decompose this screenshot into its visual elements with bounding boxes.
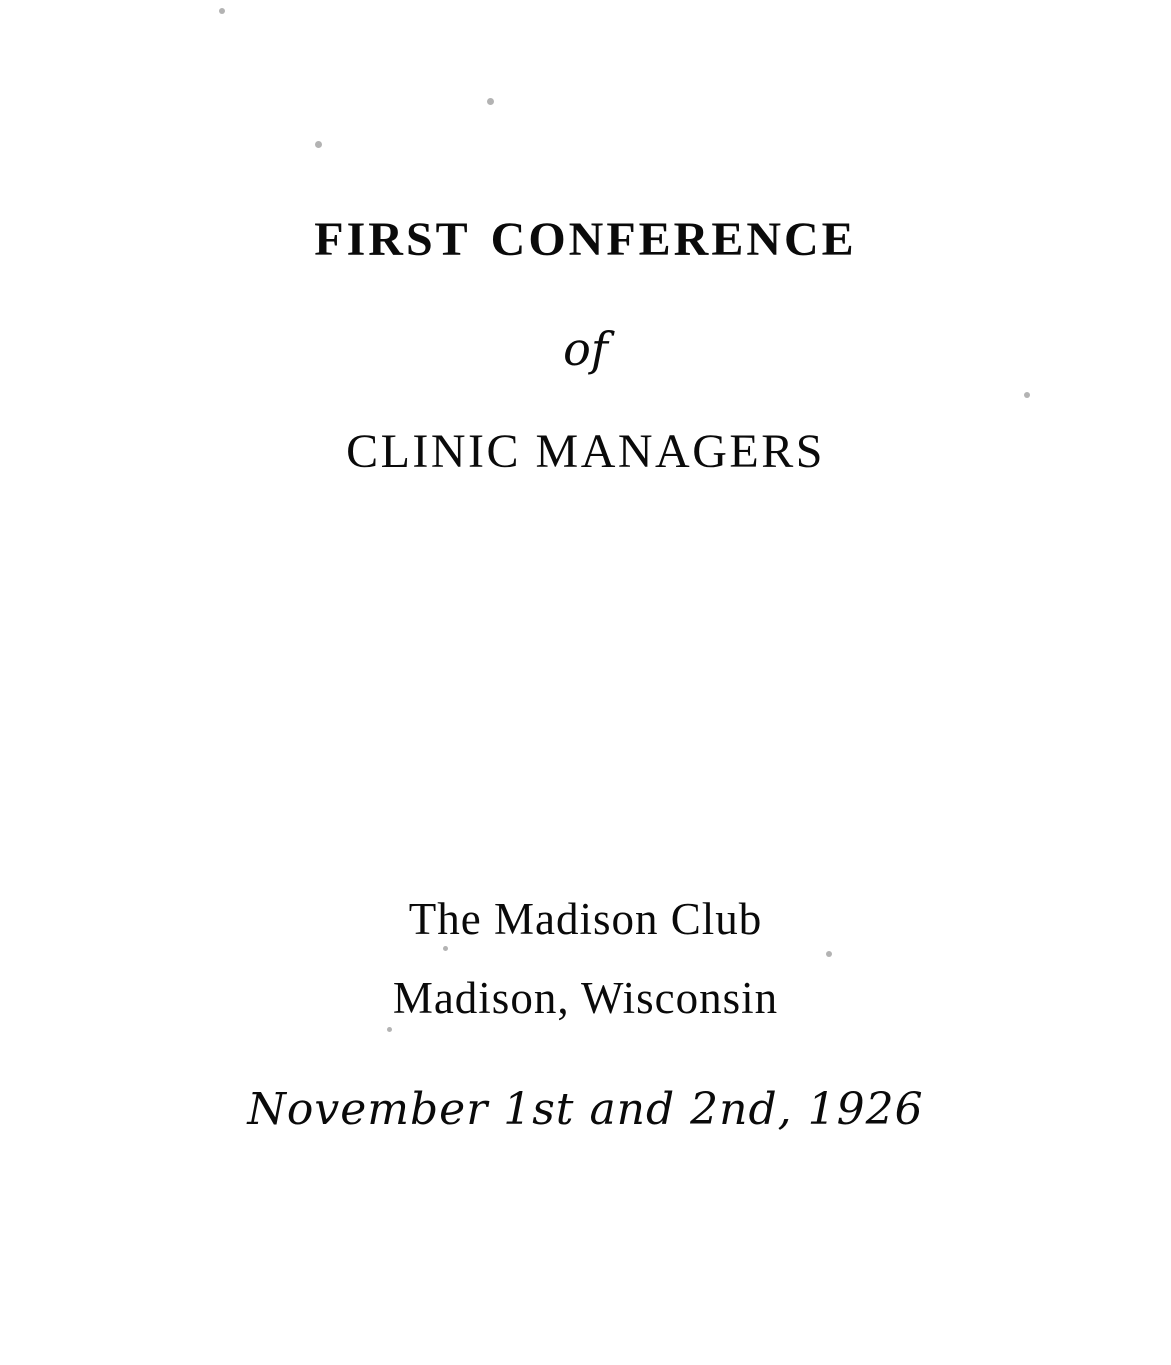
venue-city: Madison, Wisconsin — [392, 972, 779, 1023]
document-title: first conference — [314, 194, 857, 270]
scan-speck — [487, 98, 494, 105]
venue-name: The Madison Club — [408, 894, 763, 944]
title-connector: of — [563, 322, 608, 377]
document-subtitle: CLINIC MANAGERS — [346, 425, 825, 479]
venue-block — [0, 880, 1171, 1135]
scan-speck — [315, 141, 322, 148]
scan-speck — [219, 8, 225, 14]
conference-date: November 1st and 2nd, 1926 — [247, 1083, 924, 1135]
title-block — [0, 196, 1171, 479]
